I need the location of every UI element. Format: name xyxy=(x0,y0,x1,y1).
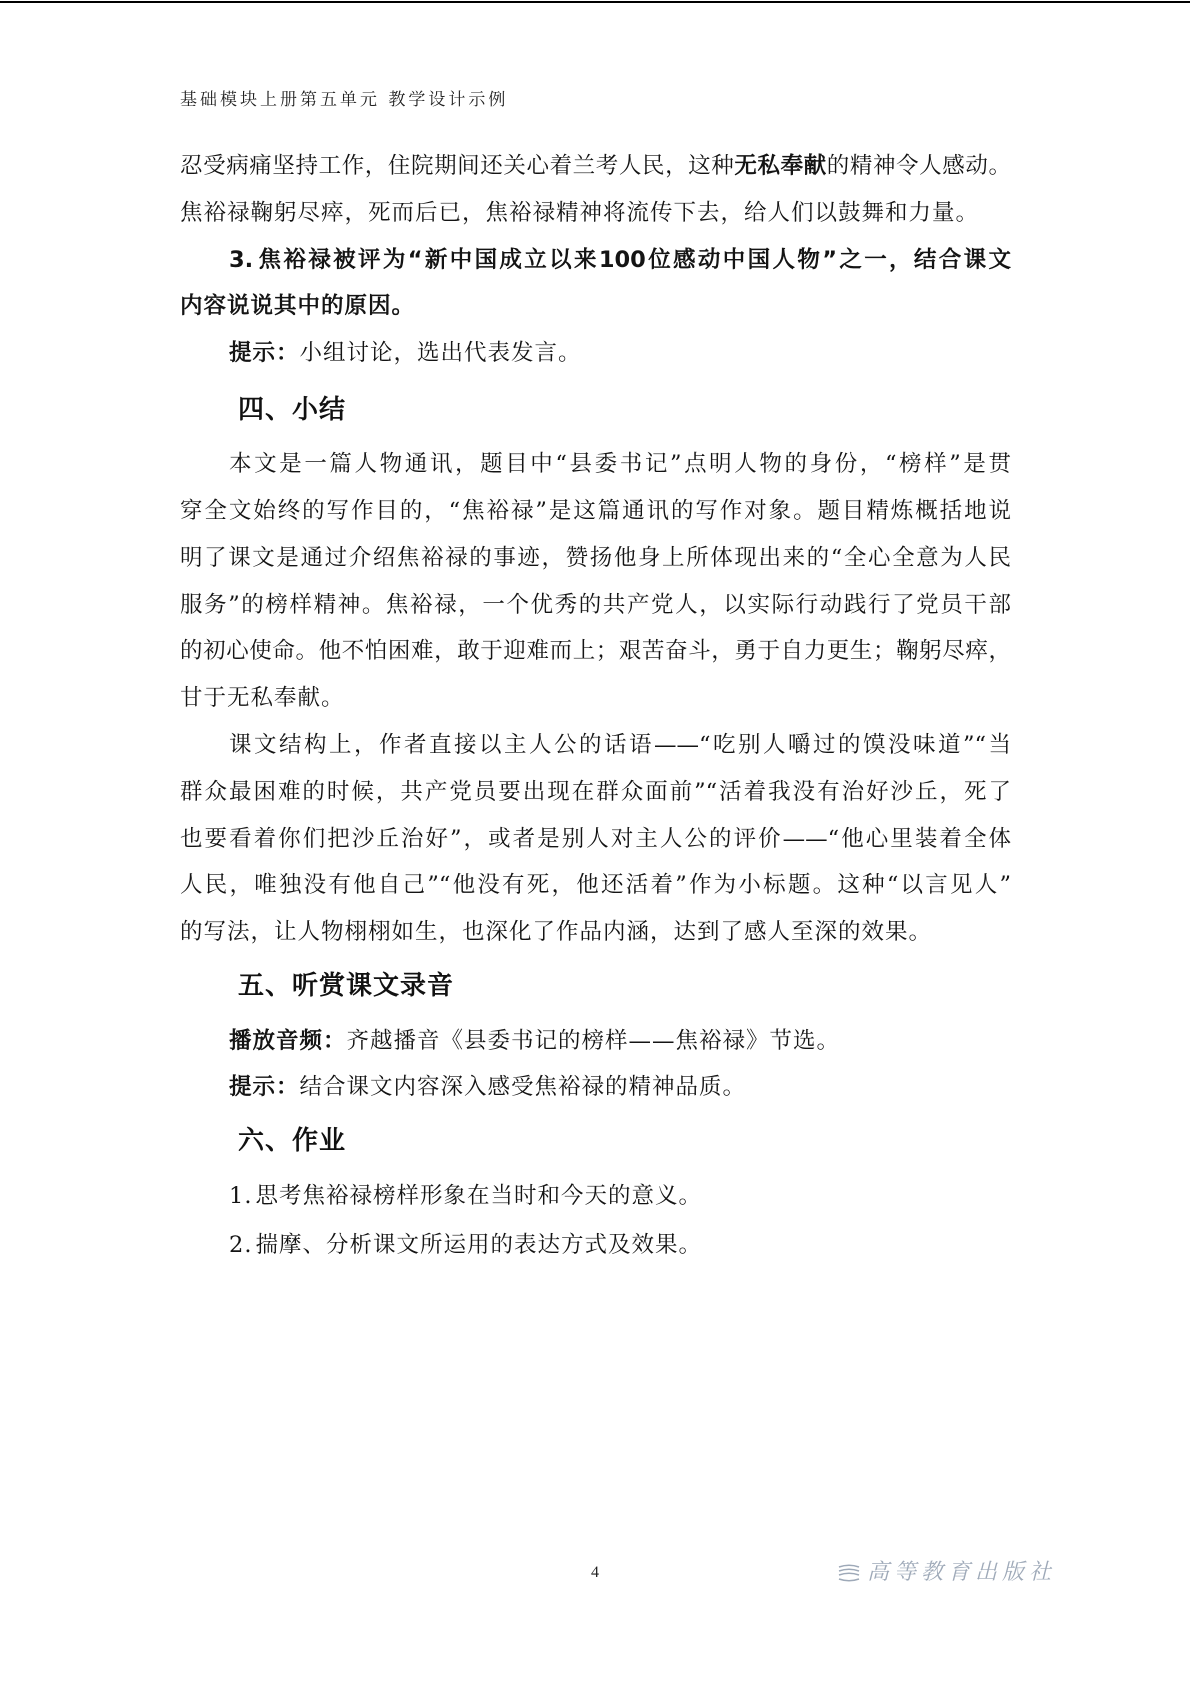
audio-body xyxy=(180,1018,1011,1112)
question-text: 焦裕禄被评为“新中国成立以来100位感动中国人物”之一，结合课文 xyxy=(256,246,1011,273)
question-3-line-2: 内容说说其中的原因。 xyxy=(180,293,416,320)
publisher-logo xyxy=(837,1558,1056,1588)
paragraph-line: 的初心使命。他不怕困难，敢于迎难而上；艰苦奋斗，勇于自力更生；鞠躬尽瘁， xyxy=(180,638,1011,665)
audio-label: 播放音频： xyxy=(229,1027,347,1054)
section-heading-homework: 六、作业 xyxy=(238,1125,347,1156)
emphasis-text: 无私奉献 xyxy=(734,153,827,179)
page-number: 4 xyxy=(591,1564,599,1581)
carryover-text: 的精神令人感动。 xyxy=(826,153,1011,179)
carryover-line-1 xyxy=(180,143,1011,190)
carryover-line-2: 焦裕禄鞠躬尽瘁，死而后已，焦裕禄精神将流传下去，给人们以鼓舞和力量。 xyxy=(180,199,980,226)
homework-list xyxy=(180,1172,1011,1270)
carryover-text: 忍受病痛坚持工作，住院期间还关心着兰考人民，这种 xyxy=(180,153,735,179)
item-text: 思考焦裕禄榜样形象在当时和今天的意义。 xyxy=(255,1182,702,1209)
paragraph-line: 穿全文始终的写作目的，“焦裕禄”是这篇通讯的写作对象。题目精炼概括地说 xyxy=(180,498,1011,525)
paragraph-line: 明了课文是通过介绍焦裕禄的事迹，赞扬他身上所体现出来的“全心全意为人民 xyxy=(180,544,1011,571)
paragraph-line: 甘于无私奉献。 xyxy=(180,685,345,712)
carryover-block xyxy=(180,143,1011,377)
item-text: 揣摩、分析课文所运用的表达方式及效果。 xyxy=(255,1231,702,1258)
paragraph-line: 群众最困难的时候，共产党员要出现在群众面前”“活着我没有治好沙丘，死了 xyxy=(180,778,1011,805)
hint-label: 提示： xyxy=(229,340,300,367)
summary-body xyxy=(180,441,1011,956)
publisher-name: 高等教育出版社 xyxy=(867,1560,1057,1585)
hint-text: 小组讨论，选出代表发言。 xyxy=(299,340,582,367)
top-rule xyxy=(0,1,1190,3)
question-3-line-1 xyxy=(180,237,1011,284)
running-header: 基础模块上册第五单元 教学设计示例 xyxy=(180,90,509,110)
question-3-hint xyxy=(180,330,1011,377)
paragraph-line: 本文是一篇人物通讯，题目中“县委书记”点明人物的身份，“榜样”是贯 xyxy=(229,451,1011,478)
homework-item xyxy=(180,1221,1011,1270)
audio-line xyxy=(180,1018,1011,1065)
book-pages-icon xyxy=(837,1563,861,1583)
audio-hint xyxy=(180,1064,1011,1111)
paragraph-line: 课文结构上，作者直接以主人公的话语——“吃别人嚼过的馍没味道”“当 xyxy=(229,732,1011,759)
hint-text: 结合课文内容深入感受焦裕禄的精神品质。 xyxy=(299,1074,747,1101)
audio-text: 齐越播音《县委书记的榜样——焦裕禄》节选。 xyxy=(346,1027,841,1054)
hint-label: 提示： xyxy=(229,1074,300,1101)
paragraph-line: 人民，唯独没有他自己”“他没有死，他还活着”作为小标题。这种“以言见人” xyxy=(180,872,1011,899)
paragraph-line: 服务”的榜样精神。焦裕禄，一个优秀的共产党人，以实际行动践行了党员干部 xyxy=(180,591,1011,618)
paragraph-line: 的写法，让人物栩栩如生，也深化了作品内涵，达到了感人至深的效果。 xyxy=(180,919,933,946)
item-number: 2. xyxy=(229,1231,253,1258)
item-number: 1. xyxy=(229,1182,253,1209)
paragraph-line: 也要看着你们把沙丘治好”，或者是别人对主人公的评价——“他心里装着全体 xyxy=(180,825,1011,852)
section-heading-audio: 五、听赏课文录音 xyxy=(238,971,455,1001)
section-heading-summary: 四、小结 xyxy=(238,394,347,425)
question-number: 3. xyxy=(229,246,254,273)
homework-item xyxy=(180,1172,1011,1221)
